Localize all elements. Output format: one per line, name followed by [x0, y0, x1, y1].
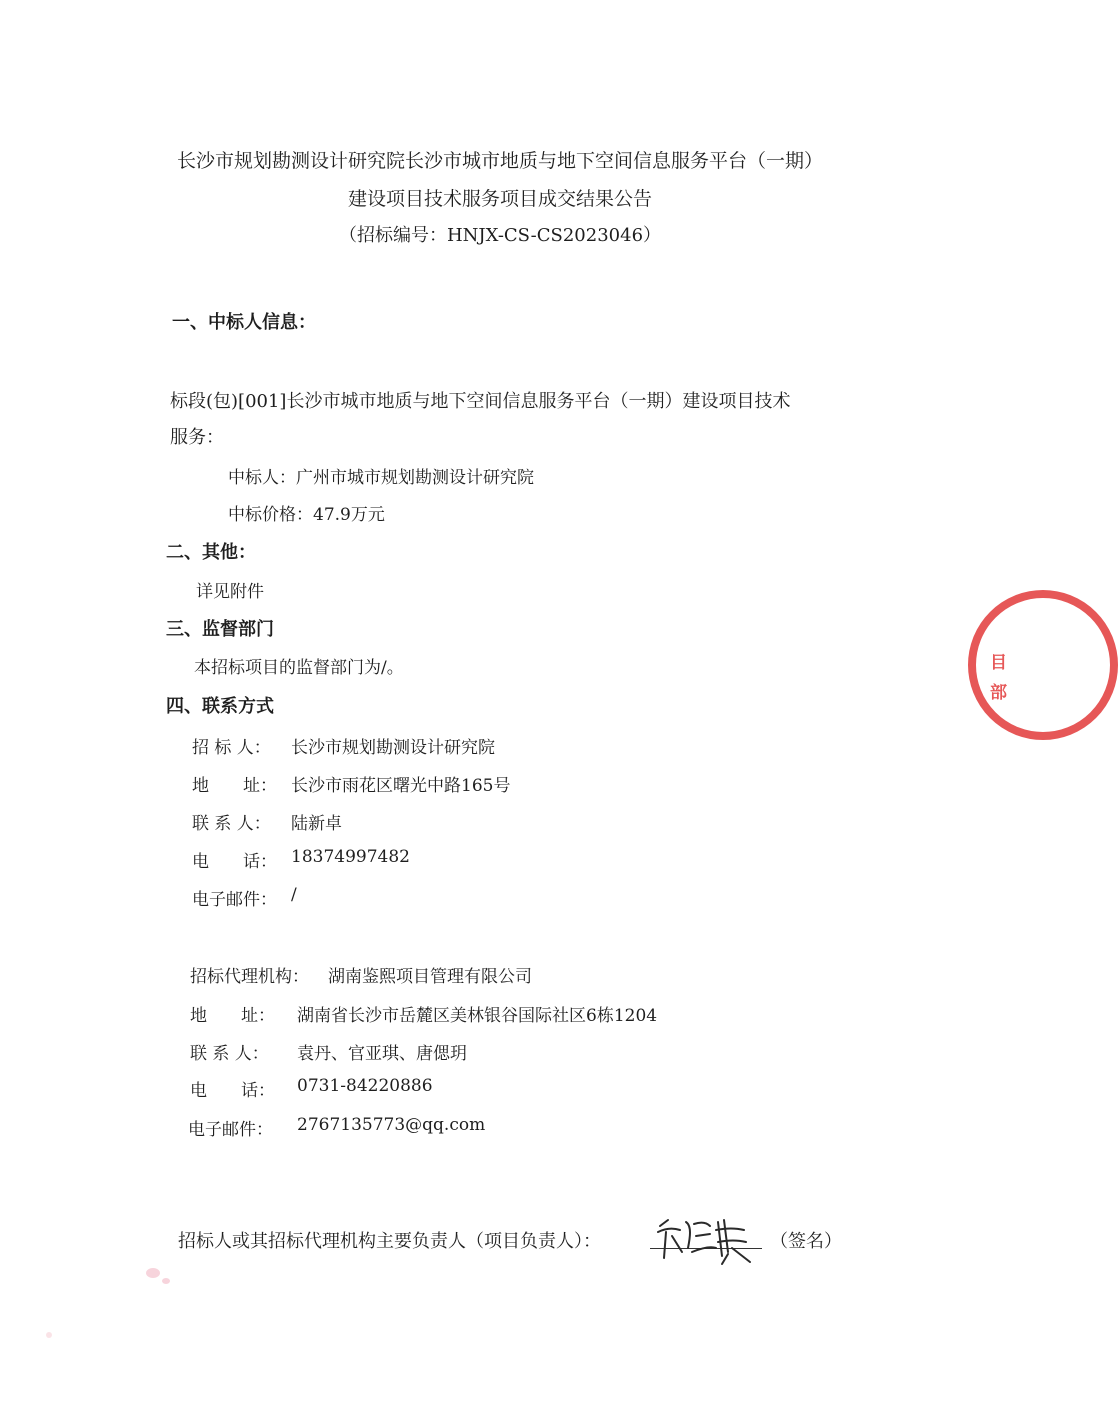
lot-description-line-2: 服务： — [170, 427, 224, 448]
tenderer-address-label: 地 址： — [192, 776, 277, 796]
tenderer-contact-value: 陆新卓 — [291, 814, 342, 834]
agency-value: 湖南鉴熙项目管理有限公司 — [328, 967, 532, 987]
seal-char-1: 目 — [990, 653, 1007, 673]
agency-phone-label: 电 话： — [190, 1081, 275, 1101]
ink-smudge — [46, 1332, 52, 1338]
section-heading-contact: 四、联系方式 — [166, 696, 274, 717]
agency-email-label: 电子邮件： — [188, 1120, 273, 1140]
tenderer-address-value: 长沙市雨花区曙光中路165号 — [291, 776, 511, 796]
other-body: 详见附件 — [196, 582, 264, 602]
agency-address-value: 湖南省长沙市岳麓区美林银谷国际社区6栋1204 — [297, 1006, 658, 1026]
tenderer-label: 招 标 人： — [192, 738, 271, 758]
section-heading-supervision: 三、监督部门 — [166, 619, 274, 640]
ink-smudge — [162, 1278, 170, 1284]
signature-prefix: 招标人或其招标代理机构主要负责人（项目负责人）： — [178, 1231, 601, 1252]
signature-suffix: （签名） — [770, 1231, 842, 1252]
section-heading-other: 二、其他： — [166, 542, 256, 563]
section-heading-winner-info: 一、中标人信息： — [172, 312, 316, 333]
lot-description-line-1: 标段(包)[001]长沙市城市地质与地下空间信息服务平台（一期）建设项目技术 — [170, 391, 791, 412]
tenderer-email-label: 电子邮件： — [192, 890, 277, 910]
title-line-2: 建设项目技术服务项目成交结果公告 — [347, 188, 652, 210]
winner-name: 中标人：广州市城市规划勘测设计研究院 — [228, 468, 534, 488]
agency-address-label: 地 址： — [190, 1006, 275, 1026]
bid-number: （招标编号：HNJX-CS-CS2023046） — [338, 225, 662, 246]
agency-label: 招标代理机构： — [190, 967, 309, 987]
winning-price: 中标价格：47.9万元 — [228, 505, 385, 525]
tenderer-contact-label: 联 系 人： — [192, 814, 271, 834]
agency-email-value: 2767135773@qq.com — [297, 1115, 486, 1135]
ink-smudge — [146, 1268, 160, 1278]
agency-contact-label: 联 系 人： — [190, 1044, 269, 1064]
tenderer-email-value: / — [291, 885, 297, 905]
title-line-1: 长沙市规划勘测设计研究院长沙市城市地质与地下空间信息服务平台（一期） — [176, 150, 823, 172]
agency-phone-value: 0731-84220886 — [297, 1076, 433, 1096]
tenderer-value: 长沙市规划勘测设计研究院 — [291, 738, 495, 758]
agency-contact-value: 袁丹、官亚琪、唐偲玥 — [297, 1044, 467, 1064]
tenderer-phone-value: 18374997482 — [291, 847, 410, 867]
seal-char-2: 部 — [990, 683, 1007, 703]
official-seal — [968, 590, 1118, 740]
tenderer-phone-label: 电 话： — [192, 852, 277, 872]
handwritten-signature — [652, 1208, 764, 1268]
supervision-body: 本招标项目的监督部门为/。 — [194, 658, 404, 678]
